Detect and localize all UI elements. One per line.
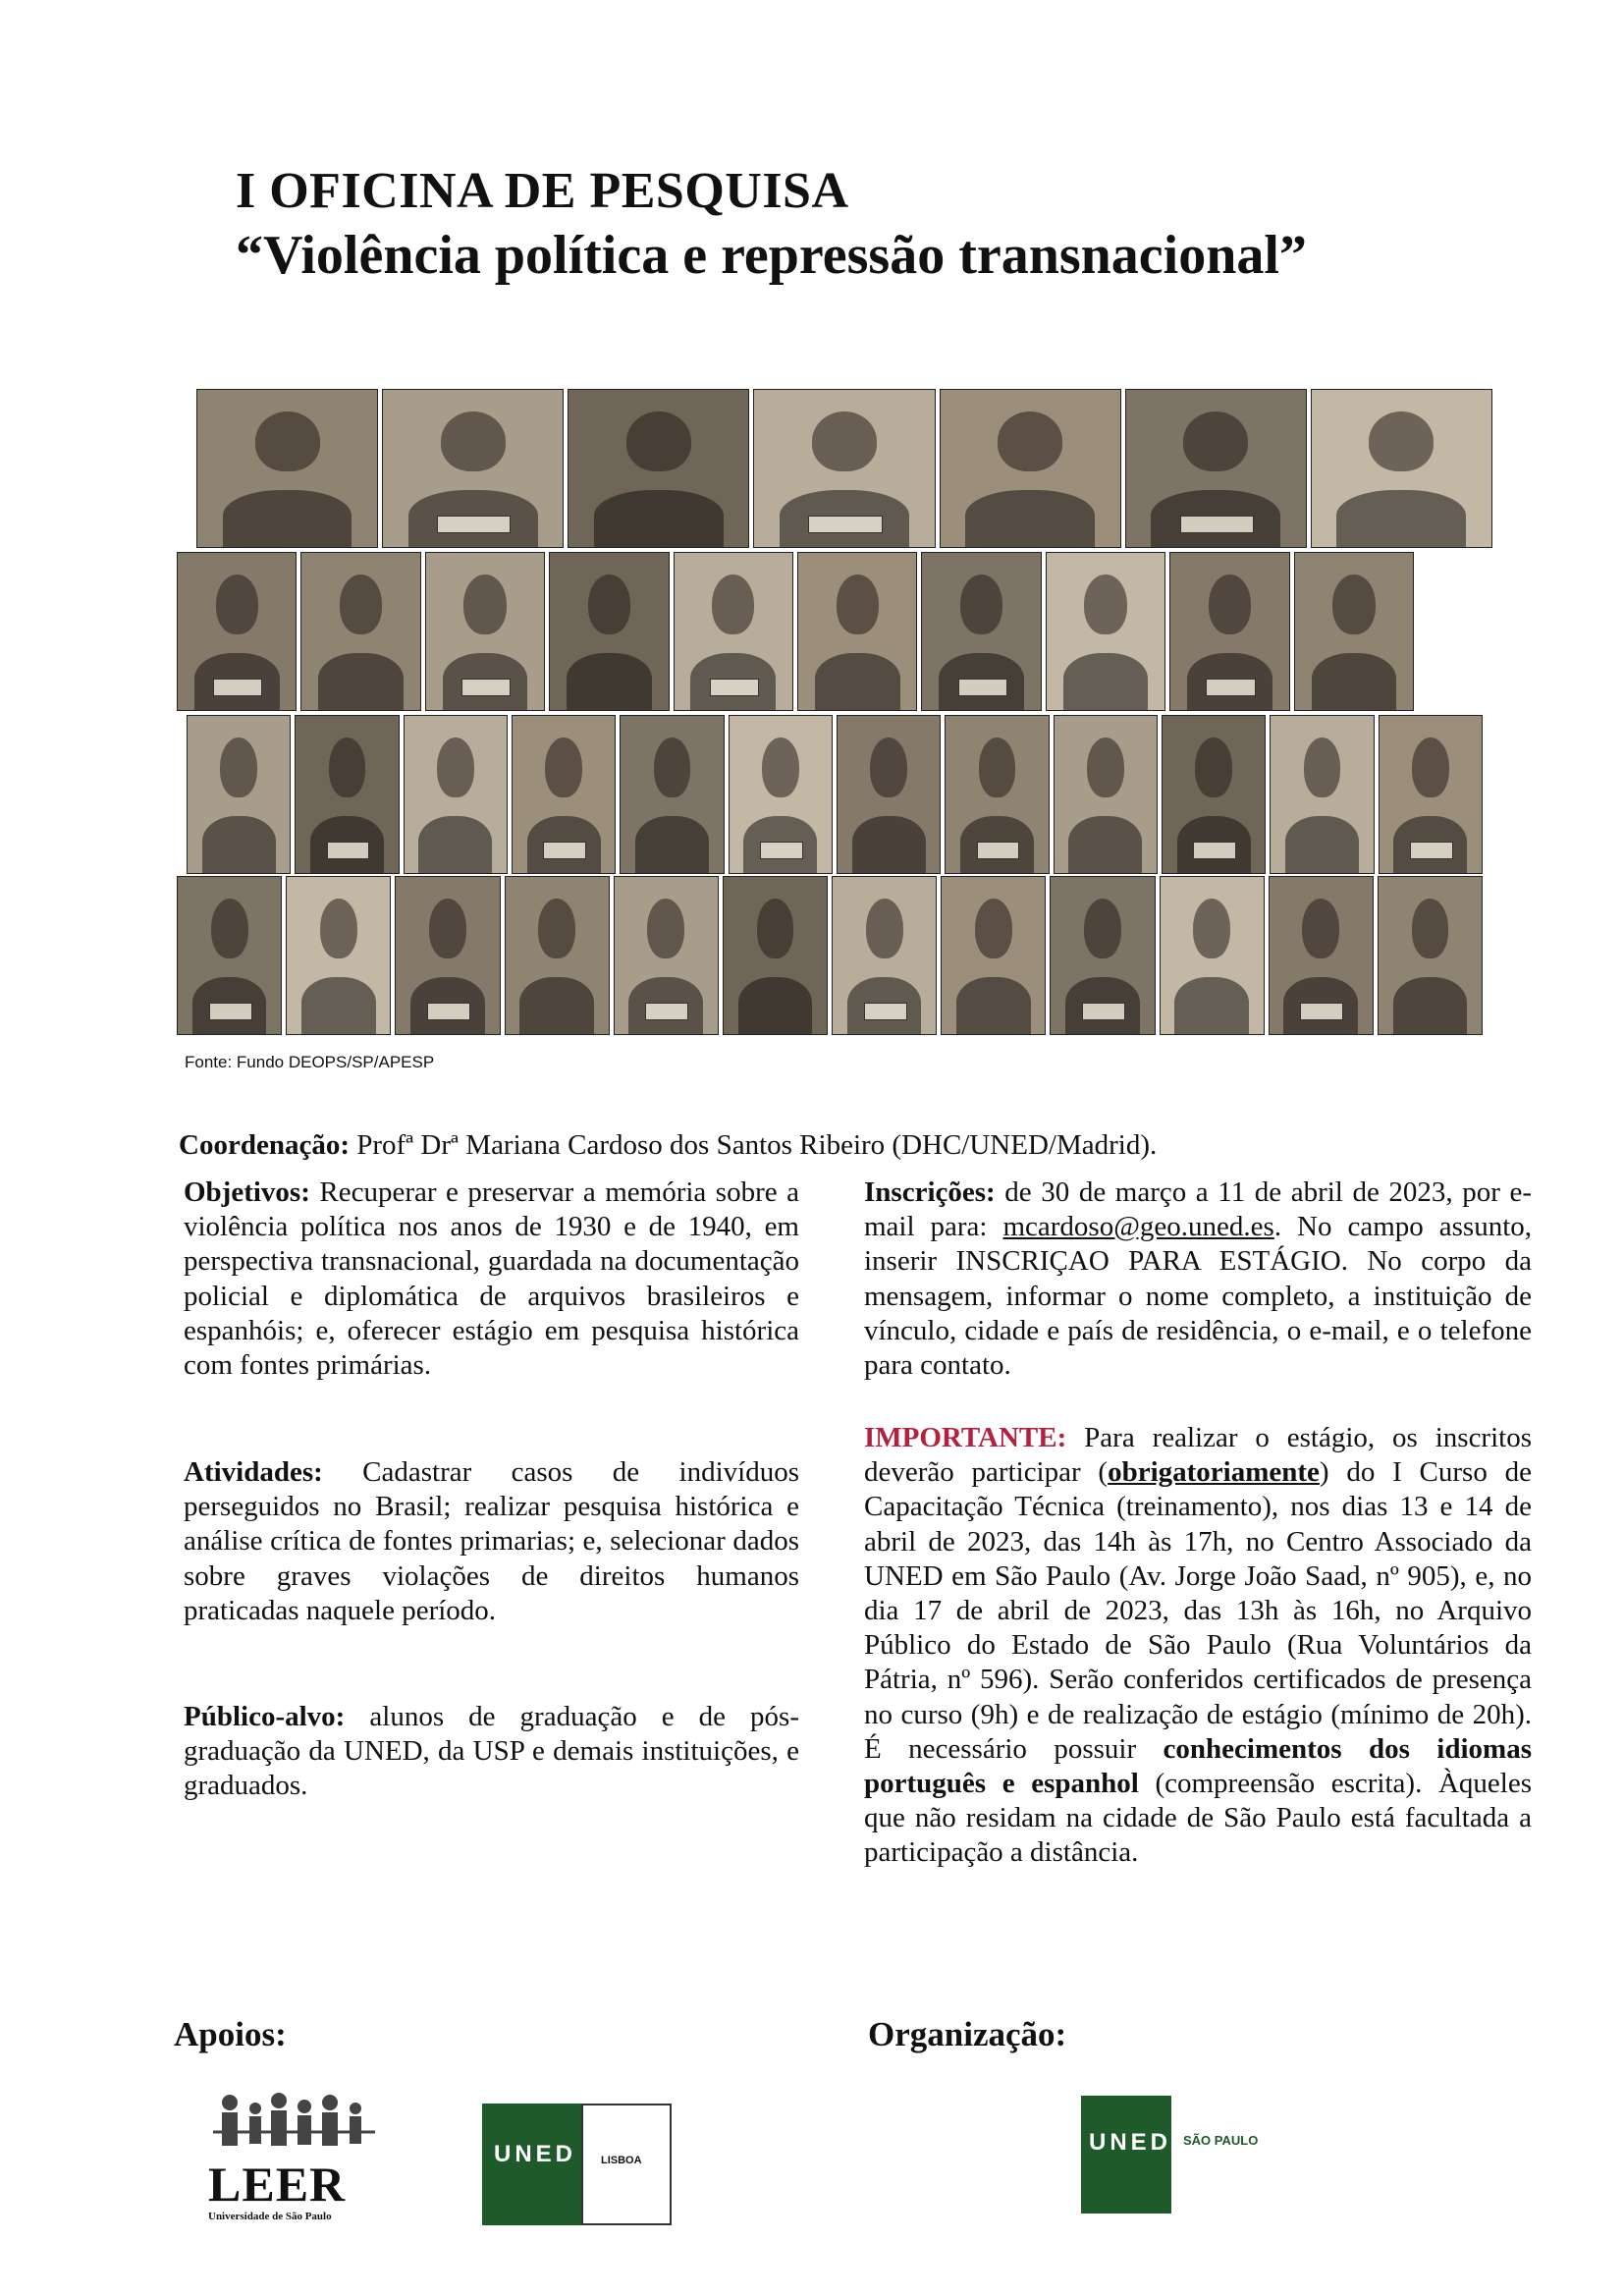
lisboa-label: LISBOA [601, 2155, 642, 2166]
image-source-caption: Fonte: Fundo DEOPS/SP/APESP [185, 1053, 435, 1071]
audience-label: Público-alvo: [184, 1701, 346, 1732]
mugshot-photo [568, 389, 749, 548]
activities-label: Atividades: [184, 1456, 323, 1488]
registration-label: Inscrições: [864, 1176, 996, 1208]
mugshot-photo [1046, 552, 1165, 711]
objectives-paragraph [184, 1175, 799, 1383]
uned-wordmark: UNED [494, 2141, 577, 2167]
lisboa-panel [581, 2104, 672, 2225]
mugshot-photo [512, 715, 616, 874]
mugshot-photo [549, 552, 669, 711]
mugshot-photo [1050, 876, 1155, 1035]
mugshot-photo [940, 389, 1121, 548]
leer-wordmark: LEER [208, 2157, 347, 2212]
registration-text-a: de 30 de março a 11 de abril de 2023, por e-mail para: [864, 1176, 1533, 1243]
mugshot-photo [1270, 715, 1374, 874]
activities-text: Cadastrar casos de indivíduos perseguidos no Brasil; realizar pesquisa histórica e análise crítica de fontes primarias; e, selecionar dados sobre graves violações de direitos humanos praticadas naquele período. [184, 1456, 799, 1626]
mugshot-photo [1294, 552, 1414, 711]
important-languages: conhecimentos dos idiomas português e espanhol [864, 1732, 1532, 1800]
mugshot-collage [177, 389, 1492, 1042]
mugshot-photo [1169, 552, 1289, 711]
mugshot-photo [1378, 876, 1483, 1035]
registration-email-link[interactable]: mcardoso@geo.uned.es [1002, 1211, 1274, 1243]
objectives-label: Objetivos: [184, 1176, 310, 1208]
support-heading: Apoios: [174, 2015, 287, 2053]
activities-paragraph [184, 1455, 799, 1628]
important-text-a: Para realizar o estágio, os inscritos deverão participar ( [864, 1422, 1532, 1489]
mugshot-photo [1125, 389, 1307, 548]
mugshot-photo [729, 715, 833, 874]
leer-logo [208, 2087, 385, 2224]
mugshot-photo [1160, 876, 1265, 1035]
mugshot-photo [1162, 715, 1266, 874]
mugshot-photo [1054, 715, 1158, 874]
mugshot-photo [382, 389, 564, 548]
mugshot-photo [505, 876, 610, 1035]
photo-row [196, 389, 1492, 548]
mugshot-photo [1379, 715, 1483, 874]
mugshot-photo [945, 715, 1049, 874]
mugshot-photo [723, 876, 828, 1035]
objectives-text: Recuperar e preservar a memória sobre a violência política nos anos de 1930 e de 1940, em perspectiva transnacional, guardada na documentação policial e diplomática de arquivos brasileiros e espanhóis; e, oferecer estágio em pesquisa histórica com fontes primárias. [184, 1176, 799, 1382]
uned-sao-paulo-logo [1081, 2096, 1171, 2214]
coordination-text: Profª Drª Mariana Cardoso dos Santos Ribeiro (DHC/UNED/Madrid). [356, 1129, 1158, 1161]
mugshot-photo [837, 715, 941, 874]
important-mandatory: obrigatoriamente [1108, 1456, 1320, 1489]
photo-row [187, 715, 1483, 874]
mugshot-photo [295, 715, 399, 874]
important-label: IMPORTANTE: [864, 1422, 1067, 1453]
title-line-2: “Violência política e repressão transnacional” [236, 225, 1307, 286]
leer-university: Universidade de São Paulo [208, 2211, 332, 2222]
mugshot-photo [832, 876, 937, 1035]
mugshot-photo [404, 715, 508, 874]
audience-paragraph [184, 1700, 799, 1804]
mugshot-photo [300, 552, 420, 711]
mugshot-photo [196, 389, 378, 548]
photo-row [177, 876, 1483, 1035]
mugshot-photo [425, 552, 545, 711]
organization-heading: Organização: [868, 2015, 1067, 2053]
mugshot-photo [286, 876, 391, 1035]
mugshot-photo [187, 715, 291, 874]
audience-text: alunos de graduação e de pós-graduação da UNED, da USP e demais instituições, e graduados. [184, 1701, 800, 1802]
mugshot-photo [1269, 876, 1374, 1035]
photo-row [177, 552, 1414, 711]
important-text-c: (compreensão escrita). Àqueles que não residam na cidade de São Paulo está facultada a participação a distância. [864, 1768, 1532, 1869]
mugshot-photo [941, 876, 1046, 1035]
mugshot-photo [614, 876, 719, 1035]
mugshot-photo [620, 715, 724, 874]
uned-lisboa-logo [482, 2104, 582, 2225]
registration-paragraph [864, 1175, 1532, 1383]
coordination-label: Coordenação: [179, 1129, 350, 1161]
leer-figures-icon [208, 2087, 385, 2156]
registration-text-b: . No campo assunto, inserir INSCRIÇAO PARA ESTÁGIO. No corpo da mensagem, informar o nome completo, a instituição de vínculo, cidade e país de residência, o e-mail, e o telefone para contato. [864, 1211, 1532, 1382]
mugshot-photo [753, 389, 935, 548]
important-paragraph [864, 1421, 1532, 1871]
mugshot-photo [674, 552, 793, 711]
important-text-b: ) do I Curso de Capacitação Técnica (treinamento), nos dias 13 e 14 de abril de 2023, das 14h às 17h, no Centro Associado da UNED em São Paulo (Av. Jorge João Saad, nº 905), e, no dia 17 de abril de 2023, das 13h às 16h, no Arquivo Público do Estado de São Paulo (Rua Voluntários da Pátria, nº 596). Serão conferidos certificados de presença no curso (9h) e de realização de estágio (mínimo de 20h). É necessário possuir [864, 1456, 1532, 1765]
sao-paulo-label: SÃO PAULO [1183, 2133, 1259, 2148]
mugshot-photo [921, 552, 1041, 711]
mugshot-photo [177, 552, 297, 711]
mugshot-photo [177, 876, 282, 1035]
title-line-1: I OFICINA DE PESQUISA [236, 163, 849, 219]
mugshot-photo [395, 876, 500, 1035]
uned-sp-wordmark: UNED [1089, 2129, 1172, 2156]
mugshot-photo [797, 552, 917, 711]
mugshot-photo [1311, 389, 1492, 548]
coordination-line [179, 1129, 1157, 1162]
